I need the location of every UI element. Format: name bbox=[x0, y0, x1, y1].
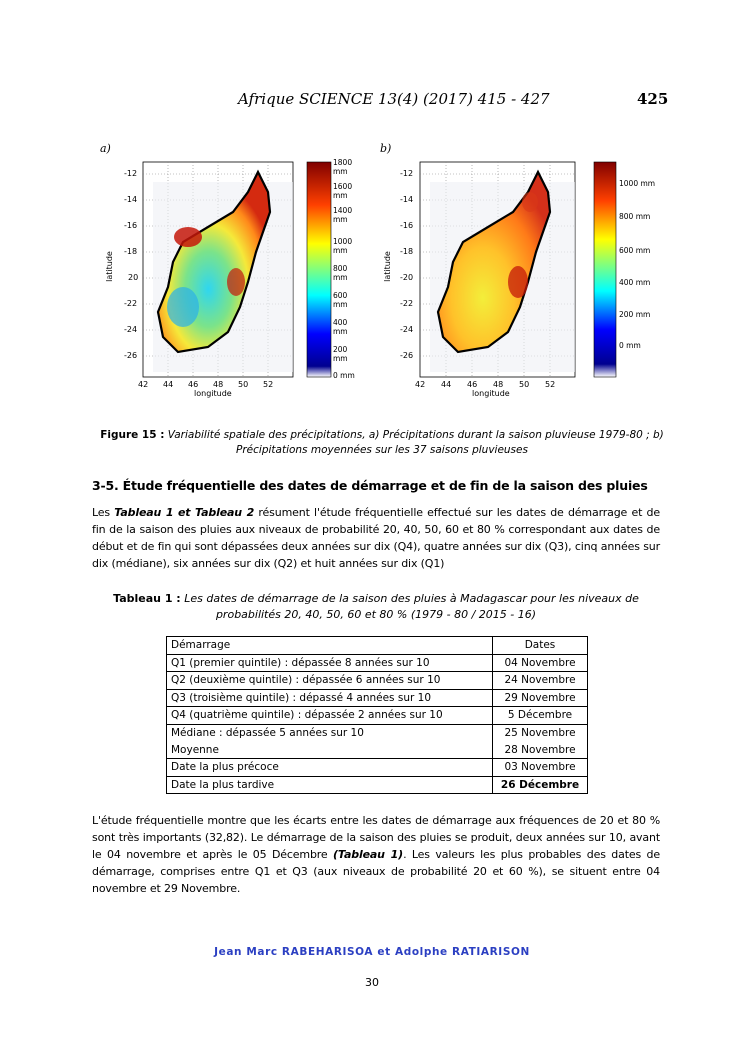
table-cell: 5 Décembre bbox=[493, 707, 588, 725]
ytick-b-1: -14 bbox=[400, 195, 414, 204]
table-cell: Moyenne bbox=[167, 742, 493, 759]
section-title: 3-5. Étude fréquentielle des dates de démarrage et de fin de la saison des pluies bbox=[92, 478, 648, 493]
ytick-b-6: -24 bbox=[400, 325, 414, 334]
ytick-b-3: -18 bbox=[400, 247, 414, 256]
figure-caption-text: Variabilité spatiale des précipitations, a) Précipitations durant la saison pluvieuse 1979-80 ; b) Précipitations moyennées sur les 37 saisons pluvieuses bbox=[164, 429, 664, 456]
colorbar-b bbox=[594, 162, 616, 377]
ylabel-a: latitude bbox=[104, 251, 114, 282]
ytick-b-4: -20 bbox=[400, 273, 414, 282]
ytick-a-0: -12 bbox=[124, 169, 138, 178]
journal-page-number: 425 bbox=[637, 90, 669, 108]
cbar-a-2: 1400 mm bbox=[333, 206, 353, 224]
xtick-b-0: 42 bbox=[415, 380, 426, 389]
table-cell: Médiane : dépassée 5 années sur 10 bbox=[167, 724, 493, 741]
table-cell: 04 Novembre bbox=[493, 654, 588, 672]
ytick-a-7: -26 bbox=[124, 351, 138, 360]
paragraph-2 bbox=[92, 812, 660, 897]
figure-panel-b bbox=[380, 142, 660, 402]
paragraph-1-start: Les bbox=[92, 506, 115, 519]
xtick-b-5: 52 bbox=[545, 380, 556, 389]
table-cell: 28 Novembre bbox=[493, 742, 588, 759]
xtick-a-4: 50 bbox=[238, 380, 249, 389]
page-header bbox=[0, 90, 744, 112]
table-cell: 29 Novembre bbox=[493, 689, 588, 707]
xtick-b-1: 44 bbox=[441, 380, 452, 389]
map-a-plot-area bbox=[143, 162, 293, 377]
cbar-a-6: 600 mm bbox=[333, 291, 348, 309]
cbar-a-8: 200 mm bbox=[333, 345, 348, 363]
xlabel-b: longitude bbox=[472, 389, 510, 398]
table-header-demarrage: Démarrage bbox=[167, 637, 493, 655]
panel-a-letter: a) bbox=[100, 142, 111, 155]
table-header-row bbox=[167, 637, 588, 655]
cbar-b-1: 800 mm bbox=[619, 212, 651, 221]
ytick-a-1: -14 bbox=[124, 195, 138, 204]
table-cell: Date la plus précoce bbox=[167, 759, 493, 777]
map-b-plot-area bbox=[420, 162, 575, 377]
xlabel-a: longitude bbox=[194, 389, 232, 398]
colorbar-a bbox=[307, 162, 331, 377]
paragraph-2-emph: (Tableau 1) bbox=[333, 848, 404, 861]
cbar-b-2: 600 mm bbox=[619, 246, 651, 255]
table-row bbox=[167, 707, 588, 725]
table-cell: 26 Décembre bbox=[493, 776, 588, 794]
xtick-b-4: 50 bbox=[519, 380, 530, 389]
xtick-a-2: 46 bbox=[188, 380, 199, 389]
table-cell: Q3 (troisième quintile) : dépassé 4 années sur 10 bbox=[167, 689, 493, 707]
table-cell: Q4 (quatrième quintile) : dépassée 2 années sur 10 bbox=[167, 707, 493, 725]
table-cell: Q1 (premier quintile) : dépassée 8 années sur 10 bbox=[167, 654, 493, 672]
cbar-b-5: 0 mm bbox=[619, 341, 641, 350]
panel-b-letter: b) bbox=[380, 142, 392, 155]
cbar-a-0: 1800 mm bbox=[333, 158, 353, 176]
xtick-a-5: 52 bbox=[263, 380, 274, 389]
cbar-b-4: 200 mm bbox=[619, 310, 651, 319]
map-a-svg bbox=[98, 142, 360, 402]
table-row bbox=[167, 776, 588, 794]
paragraph-2-part1: L'étude fréquentielle montre que les écarts entre les dates de démarrage aux fréquences de 20 et 80 % sont très importants (32,82). Le démarrage de la saison des pluies se produit, deux années sur 10, avant le 04 novembre et après le 05 Décembre bbox=[92, 814, 660, 861]
paragraph-1-rest: résument l'étude fréquentielle effectué sur les dates de démarrage et de fin de la saison des pluies aux niveaux de probabilité 20, 40, 50, 60 et 80 % correspondant aux dates de début et de fin qui sont dépassées deux années sur dix (Q4), quatre années sur dix (Q3), cinq années sur dix (médiane), six années sur dix (Q2) et huit années sur dix (Q1) bbox=[92, 506, 660, 570]
ytick-b-7: -26 bbox=[400, 351, 414, 360]
ytick-b-5: -22 bbox=[400, 299, 414, 308]
figure-caption-label: Figure 15 : bbox=[100, 429, 165, 441]
ytick-b-2: -16 bbox=[400, 221, 414, 230]
cbar-a-4: 1000 mm bbox=[333, 237, 353, 255]
ytick-a-6: -24 bbox=[124, 325, 138, 334]
table-row bbox=[167, 724, 588, 741]
table-row bbox=[167, 689, 588, 707]
xtick-b-3: 48 bbox=[493, 380, 504, 389]
cbar-b-0: 1000 mm bbox=[619, 179, 656, 188]
table-row bbox=[167, 759, 588, 777]
table-cell: Date la plus tardive bbox=[167, 776, 493, 794]
paragraph-1-emph: Tableau 1 et Tableau 2 bbox=[114, 506, 255, 519]
cbar-a-5: 800 mm bbox=[333, 264, 348, 282]
table-caption bbox=[92, 591, 660, 623]
ylabel-b: latitude bbox=[382, 251, 392, 282]
ytick-a-4: 20 bbox=[128, 273, 139, 282]
xtick-a-1: 44 bbox=[163, 380, 174, 389]
table-cell: Q2 (deuxième quintile) : dépassée 6 années sur 10 bbox=[167, 672, 493, 690]
cbar-a-7: 400 mm bbox=[333, 318, 348, 336]
table-cell: 03 Novembre bbox=[493, 759, 588, 777]
xtick-a-3: 48 bbox=[213, 380, 224, 389]
paragraph-2-part2: . Les valeurs les plus probables des dates de démarrage, comprises entre Q1 et Q3 (aux niveaux de probabilité 20 et 60 %), se situent entre 04 novembre et 29 Novembre. bbox=[92, 848, 660, 895]
table-caption-text: Les dates de démarrage de la saison des pluies à Madagascar pour les niveaux de probabilités 20, 40, 50, 60 et 80 % (1979 - 80 / 2015 - 16) bbox=[180, 592, 639, 621]
table-caption-label: Tableau 1 : bbox=[113, 592, 181, 605]
paragraph-1 bbox=[92, 504, 660, 572]
footer-page-number: 30 bbox=[365, 976, 379, 989]
xtick-b-2: 46 bbox=[467, 380, 478, 389]
cbar-a-9: 0 mm bbox=[333, 371, 355, 380]
ytick-a-5: -22 bbox=[124, 299, 138, 308]
table-header-dates: Dates bbox=[493, 637, 588, 655]
table-cell: 24 Novembre bbox=[493, 672, 588, 690]
ytick-b-0: -12 bbox=[400, 169, 414, 178]
cbar-b-3: 400 mm bbox=[619, 278, 651, 287]
journal-reference: Afrique SCIENCE 13(4) (2017) 415 - 427 bbox=[238, 90, 550, 108]
ytick-a-2: -16 bbox=[124, 221, 138, 230]
table-cell: 25 Novembre bbox=[493, 724, 588, 741]
figure-panel-a bbox=[98, 142, 360, 402]
start-dates-table bbox=[166, 636, 588, 794]
map-b-svg bbox=[380, 142, 660, 402]
ytick-a-3: -18 bbox=[124, 247, 138, 256]
footer-authors: Jean Marc RABEHARISOA et Adolphe RATIARISON bbox=[214, 946, 530, 958]
table-row bbox=[167, 672, 588, 690]
table-row bbox=[167, 742, 588, 759]
xtick-a-0: 42 bbox=[138, 380, 149, 389]
figure-caption bbox=[92, 428, 672, 458]
table-row bbox=[167, 654, 588, 672]
cbar-a-1: 1600 mm bbox=[333, 182, 353, 200]
